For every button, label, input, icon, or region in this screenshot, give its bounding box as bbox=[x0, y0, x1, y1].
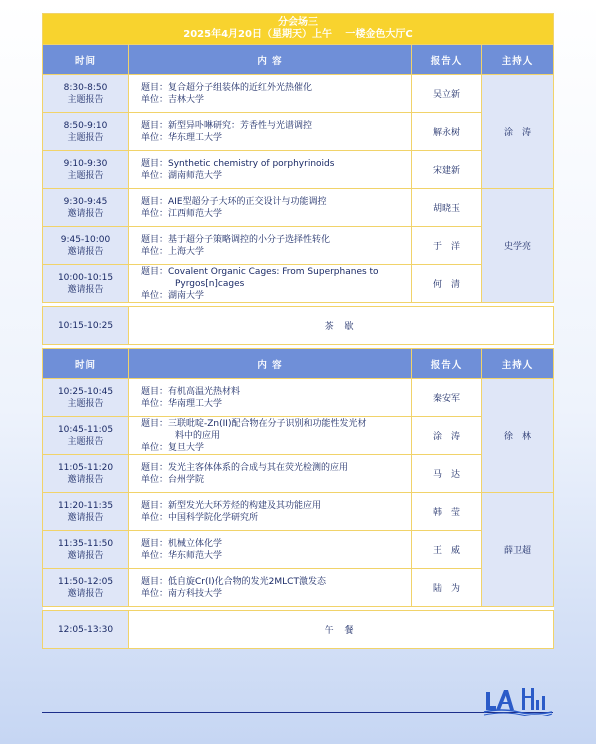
header-time: 时间 bbox=[43, 45, 129, 75]
talk-topic: 低自旋Cr(I)化合物的发光2MLCT激发态 bbox=[168, 576, 326, 587]
table-row bbox=[43, 189, 554, 227]
talk-topic: AIE型超分子大环的正交设计与功能调控 bbox=[168, 196, 327, 207]
time-cell bbox=[43, 265, 129, 303]
reporter-name: 解永树 bbox=[412, 113, 482, 151]
time-cell bbox=[43, 227, 129, 265]
reporter-name: 马 达 bbox=[412, 455, 482, 493]
reporter-name: 吴立新 bbox=[412, 75, 482, 113]
talk-type: 邀请报告 bbox=[67, 208, 104, 219]
time-slot: 11:50-12:05 bbox=[57, 576, 114, 587]
talk-unit: 江西师范大学 bbox=[168, 208, 223, 219]
header-content: 内 容 bbox=[129, 349, 412, 379]
topic-label: 题目： bbox=[141, 120, 169, 131]
content-cell bbox=[129, 417, 412, 455]
header-content: 内 容 bbox=[129, 45, 412, 75]
time-cell bbox=[43, 417, 129, 455]
topic-label: 题目： bbox=[141, 158, 169, 169]
time-cell bbox=[43, 569, 129, 607]
talk-topic: Synthetic chemistry of porphyrinoids bbox=[168, 158, 335, 169]
unit-label: 单位： bbox=[141, 246, 169, 257]
talk-type: 邀请报告 bbox=[67, 588, 104, 599]
reporter-name: 宋建新 bbox=[412, 151, 482, 189]
talk-type: 邀请报告 bbox=[67, 512, 104, 523]
topic-label: 题目： bbox=[141, 576, 169, 587]
talk-type: 邀请报告 bbox=[67, 550, 104, 561]
content-cell bbox=[129, 455, 412, 493]
date-location: 2025年4月20日（星期天）上午 一楼金色大厅C bbox=[183, 29, 413, 40]
talk-type: 邀请报告 bbox=[67, 474, 104, 485]
table-row bbox=[43, 417, 554, 455]
content-cell bbox=[129, 113, 412, 151]
header-host: 主持人 bbox=[482, 349, 554, 379]
content-cell bbox=[129, 75, 412, 113]
talk-unit: 华东理工大学 bbox=[168, 132, 223, 143]
talk-unit: 复旦大学 bbox=[168, 442, 205, 453]
talk-type: 主题报告 bbox=[67, 132, 104, 143]
unit-label: 单位： bbox=[141, 398, 169, 409]
content-cell bbox=[129, 151, 412, 189]
content-cell bbox=[129, 493, 412, 531]
table-row bbox=[43, 227, 554, 265]
time-slot: 10:00-10:15 bbox=[57, 272, 114, 283]
content-cell bbox=[129, 189, 412, 227]
talk-topic-continued: 料中的应用 bbox=[175, 430, 221, 441]
talk-type: 主题报告 bbox=[67, 398, 104, 409]
talk-topic: 有机高温光热材料 bbox=[168, 386, 241, 397]
talk-type: 主题报告 bbox=[67, 170, 104, 181]
talk-type: 邀请报告 bbox=[67, 284, 104, 295]
time-slot: 10:45-11:05 bbox=[57, 424, 114, 435]
session-title bbox=[43, 14, 554, 45]
break-row bbox=[43, 611, 554, 649]
talk-unit: 湖南师范大学 bbox=[168, 170, 223, 181]
topic-label: 题目： bbox=[141, 234, 169, 245]
unit-label: 单位： bbox=[141, 170, 169, 181]
talk-unit: 华南理工大学 bbox=[168, 398, 223, 409]
unit-label: 单位： bbox=[141, 512, 169, 523]
talk-unit: 吉林大学 bbox=[168, 94, 205, 105]
talk-topic: 新型异卟啉研究：芳香性与光谱调控 bbox=[168, 120, 313, 131]
break-label: 茶 歇 bbox=[129, 307, 554, 345]
talk-type: 主题报告 bbox=[67, 436, 104, 447]
reporter-name: 韩 莹 bbox=[412, 493, 482, 531]
topic-label: 题目： bbox=[141, 418, 169, 429]
unit-label: 单位： bbox=[141, 94, 169, 105]
table-row bbox=[43, 455, 554, 493]
time-slot: 9:10-9:30 bbox=[63, 158, 108, 169]
content-cell bbox=[129, 569, 412, 607]
topic-label: 题目： bbox=[141, 462, 169, 473]
talk-topic: 复合超分子组装体的近红外光热催化 bbox=[168, 82, 313, 93]
topic-label: 题目： bbox=[141, 500, 169, 511]
time-slot: 9:30-9:45 bbox=[63, 196, 108, 207]
unit-label: 单位： bbox=[141, 550, 169, 561]
talk-unit: 上海大学 bbox=[168, 246, 205, 257]
topic-label: 题目： bbox=[141, 386, 169, 397]
unit-label: 单位： bbox=[141, 132, 169, 143]
topic-label: 题目： bbox=[141, 538, 169, 549]
break-label: 午 餐 bbox=[129, 611, 554, 649]
unit-label: 单位： bbox=[141, 442, 169, 453]
header-reporter: 报告人 bbox=[412, 45, 482, 75]
talk-topic: 基于超分子策略调控的小分子选择性转化 bbox=[168, 234, 331, 245]
table-row bbox=[43, 113, 554, 151]
talk-topic: 三联吡啶-Zn(II)配合物在分子识别和功能性发光材 bbox=[168, 418, 367, 429]
time-slot: 8:30-8:50 bbox=[63, 82, 108, 93]
talk-topic: 新型发光大环芳烃的构建及其功能应用 bbox=[168, 500, 322, 511]
host-name: 徐 林 bbox=[482, 379, 554, 493]
reporter-name: 秦安军 bbox=[412, 379, 482, 417]
venue-title: 分会场三 bbox=[278, 17, 319, 28]
break-row bbox=[43, 307, 554, 345]
time-cell bbox=[43, 379, 129, 417]
time-cell bbox=[43, 531, 129, 569]
reporter-name: 于 洋 bbox=[412, 227, 482, 265]
time-slot: 11:35-11:50 bbox=[57, 538, 114, 549]
table-row bbox=[43, 493, 554, 531]
content-cell bbox=[129, 379, 412, 417]
header-time: 时间 bbox=[43, 349, 129, 379]
unit-label: 单位： bbox=[141, 588, 169, 599]
header-reporter: 报告人 bbox=[412, 349, 482, 379]
time-cell bbox=[43, 455, 129, 493]
time-slot: 11:05-11:20 bbox=[57, 462, 114, 473]
reporter-name: 何 清 bbox=[412, 265, 482, 303]
time-cell bbox=[43, 493, 129, 531]
topic-label: 题目： bbox=[141, 196, 169, 207]
talk-unit: 中国科学院化学研究所 bbox=[168, 512, 259, 523]
talk-topic: 机械立体化学 bbox=[168, 538, 223, 549]
table-row bbox=[43, 531, 554, 569]
time-slot: 10:25-10:45 bbox=[57, 386, 114, 397]
time-cell bbox=[43, 189, 129, 227]
reporter-name: 涂 涛 bbox=[412, 417, 482, 455]
host-name: 史学亮 bbox=[482, 189, 554, 303]
table-row bbox=[43, 569, 554, 607]
header-row-1 bbox=[43, 45, 554, 75]
building-skyline-logo-icon bbox=[482, 684, 554, 716]
talk-unit: 南方科技大学 bbox=[168, 588, 223, 599]
table-row bbox=[43, 379, 554, 417]
time-cell bbox=[43, 151, 129, 189]
talk-type: 邀请报告 bbox=[67, 246, 104, 257]
reporter-name: 王 威 bbox=[412, 531, 482, 569]
unit-label: 单位： bbox=[141, 474, 169, 485]
unit-label: 单位： bbox=[141, 290, 169, 301]
talk-topic: 发光主客体体系的合成与其在荧光检测的应用 bbox=[168, 462, 349, 473]
table-row bbox=[43, 75, 554, 113]
time-cell bbox=[43, 75, 129, 113]
time-slot: 8:50-9:10 bbox=[63, 120, 108, 131]
table-row bbox=[43, 151, 554, 189]
content-cell bbox=[129, 227, 412, 265]
talk-topic: Covalent Organic Cages: From Superphanes to bbox=[168, 266, 379, 277]
reporter-name: 陆 为 bbox=[412, 569, 482, 607]
time-cell bbox=[43, 113, 129, 151]
talk-unit: 湖南大学 bbox=[168, 290, 205, 301]
schedule-table bbox=[42, 13, 554, 649]
talk-topic-continued: Pyrgos[n]cages bbox=[175, 278, 245, 289]
host-name: 涂 涛 bbox=[482, 75, 554, 189]
break-time: 10:15-10:25 bbox=[43, 307, 129, 345]
topic-label: 题目： bbox=[141, 82, 169, 93]
talk-unit: 台州学院 bbox=[168, 474, 205, 485]
time-slot: 9:45-10:00 bbox=[60, 234, 111, 245]
table-row bbox=[43, 265, 554, 303]
talk-type: 主题报告 bbox=[67, 94, 104, 105]
unit-label: 单位： bbox=[141, 208, 169, 219]
time-slot: 11:20-11:35 bbox=[57, 500, 114, 511]
talk-unit: 华东师范大学 bbox=[168, 550, 223, 561]
host-name: 薛卫超 bbox=[482, 493, 554, 607]
topic-label: 题目： bbox=[141, 266, 169, 277]
reporter-name: 胡晓玉 bbox=[412, 189, 482, 227]
footer-divider bbox=[42, 712, 553, 713]
content-cell bbox=[129, 531, 412, 569]
break-time: 12:05-13:30 bbox=[43, 611, 129, 649]
header-row-2 bbox=[43, 349, 554, 379]
content-cell bbox=[129, 265, 412, 303]
header-host: 主持人 bbox=[482, 45, 554, 75]
